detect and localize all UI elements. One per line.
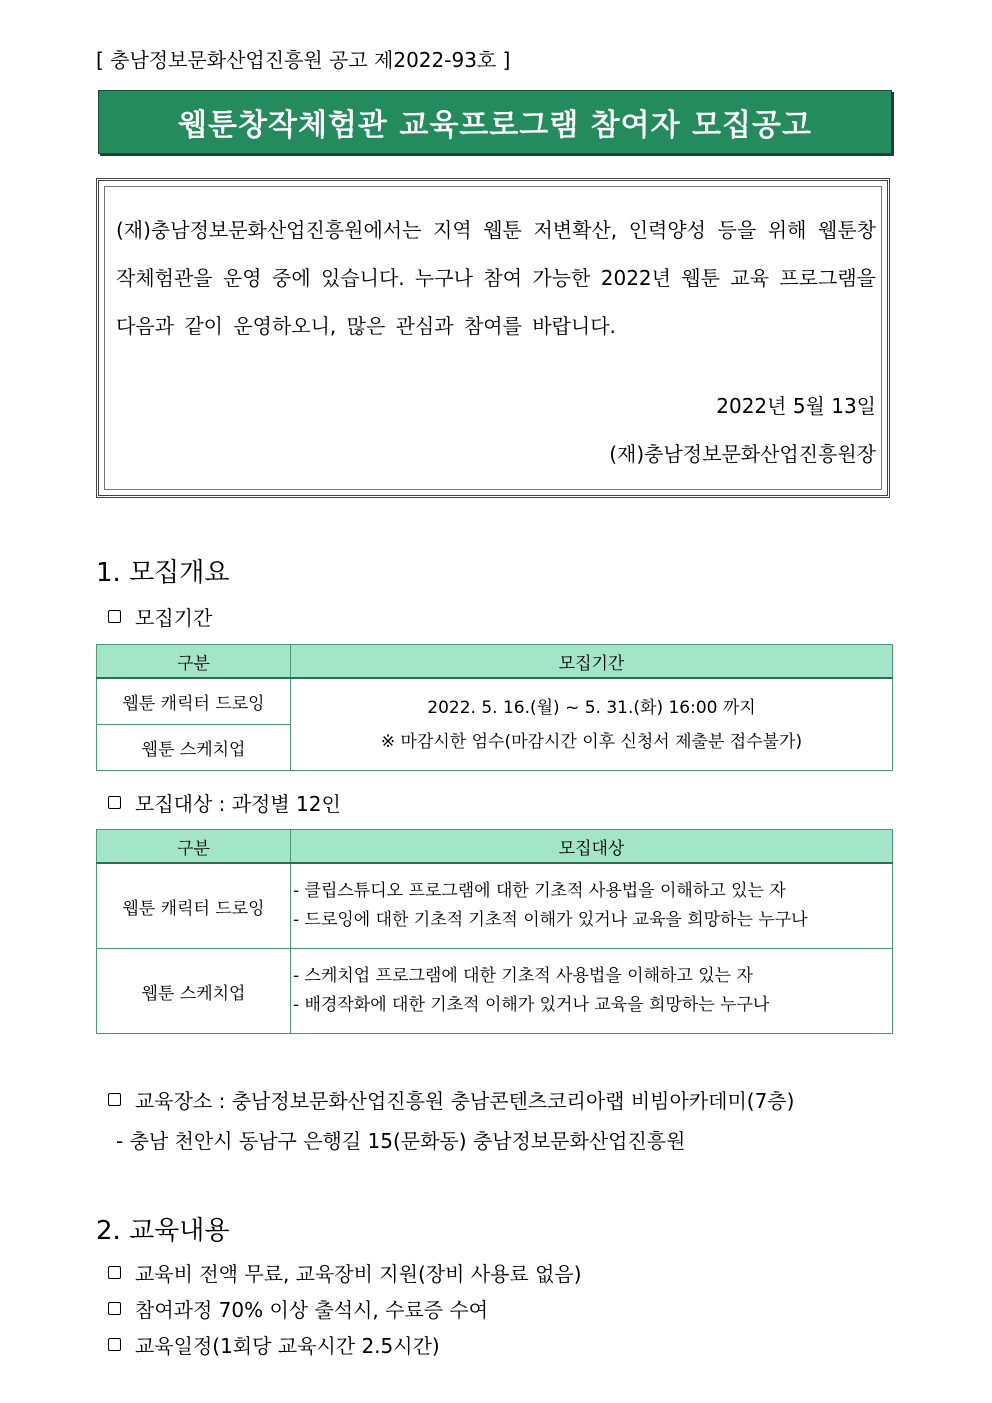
table-row xyxy=(97,678,893,725)
content-item: 교육비 전액 무료, 교육장비 지원(장비 사용료 없음) xyxy=(135,1262,582,1286)
checkbox-square-icon xyxy=(108,1093,121,1106)
target-line: - 배경작화에 대한 기초적 이해가 있거나 교육을 희망하는 누구나 xyxy=(293,995,770,1015)
target-line: - 스케치업 프로그램에 대한 기초적 사용법을 이해하고 있는 자 xyxy=(293,966,753,986)
period-deadline-note: ※ 마감시한 엄수(마감시간 이후 신청서 제출분 접수불가) xyxy=(380,731,803,752)
checkbox-square-icon xyxy=(108,796,121,809)
period-bullet xyxy=(108,602,212,631)
place-address: - 충남 천안시 동남구 은행길 15(문화동) 충남정보문화산업진흥원 xyxy=(116,1129,686,1153)
target-table xyxy=(96,829,893,1034)
place-label: 교육장소 : 충남정보문화산업진흥원 충남콘텐츠코리아랩 비빔아카데미(7층) xyxy=(135,1089,795,1113)
target-line: - 클립스튜디오 프로그램에 대한 기초적 사용법을 이해하고 있는 자 xyxy=(293,881,786,901)
intro-org: (재)충남정보문화산업진흥원장 xyxy=(609,442,876,466)
content-item: 참여과정 70% 이상 출석시, 수료증 수여 xyxy=(135,1298,489,1322)
section-1-heading: 1. 모집개요 xyxy=(96,558,230,588)
table-row xyxy=(97,949,893,1034)
notice-number: [ 충남정보문화산업진흥원 공고 제2022-93호 ] xyxy=(96,48,511,72)
intro-body: (재)충남정보문화산업진흥원에서는 지역 웹툰 저변확산, 인력양성 등을 위해 웹툰창작체험관을 운영 중에 있습니다. 누구나 참여 가능한 2022년 웹툰 교육 프로그램을 다음과 같이 운영하오니, 많은 관심과 참여를 바랍니다. xyxy=(116,218,876,338)
target-row-details xyxy=(291,949,893,1034)
checkbox-square-icon xyxy=(108,1266,121,1279)
title-banner xyxy=(98,90,892,154)
period-header-period: 모집기간 xyxy=(291,645,893,679)
target-header-target: 모집대상 xyxy=(291,830,893,864)
content-bullet xyxy=(108,1330,440,1359)
table-header-row xyxy=(97,645,893,679)
period-table xyxy=(96,644,893,771)
content-bullet xyxy=(108,1294,488,1323)
intro-date: 2022년 5월 13일 xyxy=(716,394,876,418)
target-header-category: 구분 xyxy=(97,830,291,864)
target-row-category: 웹툰 스케치업 xyxy=(97,949,291,1034)
period-row-category: 웹툰 캐릭터 드로잉 xyxy=(97,678,291,725)
target-line: - 드로잉에 대한 기초적 기초적 이해가 있거나 교육을 희망하는 누구나 xyxy=(293,910,808,930)
checkbox-square-icon xyxy=(108,1302,121,1315)
table-header-row xyxy=(97,830,893,864)
section-2-heading: 2. 교육내용 xyxy=(96,1216,230,1246)
checkbox-square-icon xyxy=(108,1338,121,1351)
place-bullet xyxy=(108,1085,794,1114)
content-item: 교육일정(1회당 교육시간 2.5시간) xyxy=(135,1334,440,1358)
checkbox-square-icon xyxy=(108,610,121,623)
table-row xyxy=(97,863,893,949)
page-title: 웹툰창작체험관 교육프로그램 참여자 모집공고 xyxy=(178,108,812,143)
period-header-category: 구분 xyxy=(97,645,291,679)
period-cell xyxy=(291,678,893,771)
content-bullet xyxy=(108,1258,582,1287)
period-dates: 2022. 5. 16.(월) ~ 5. 31.(화) 16:00 까지 xyxy=(427,697,756,718)
target-row-category: 웹툰 캐릭터 드로잉 xyxy=(97,863,291,949)
period-label: 모집기간 xyxy=(135,606,213,630)
target-label: 모집대상 : 과정별 12인 xyxy=(135,792,341,816)
period-row-category: 웹툰 스케치업 xyxy=(97,725,291,771)
target-bullet xyxy=(108,788,341,817)
target-row-details xyxy=(291,863,893,949)
